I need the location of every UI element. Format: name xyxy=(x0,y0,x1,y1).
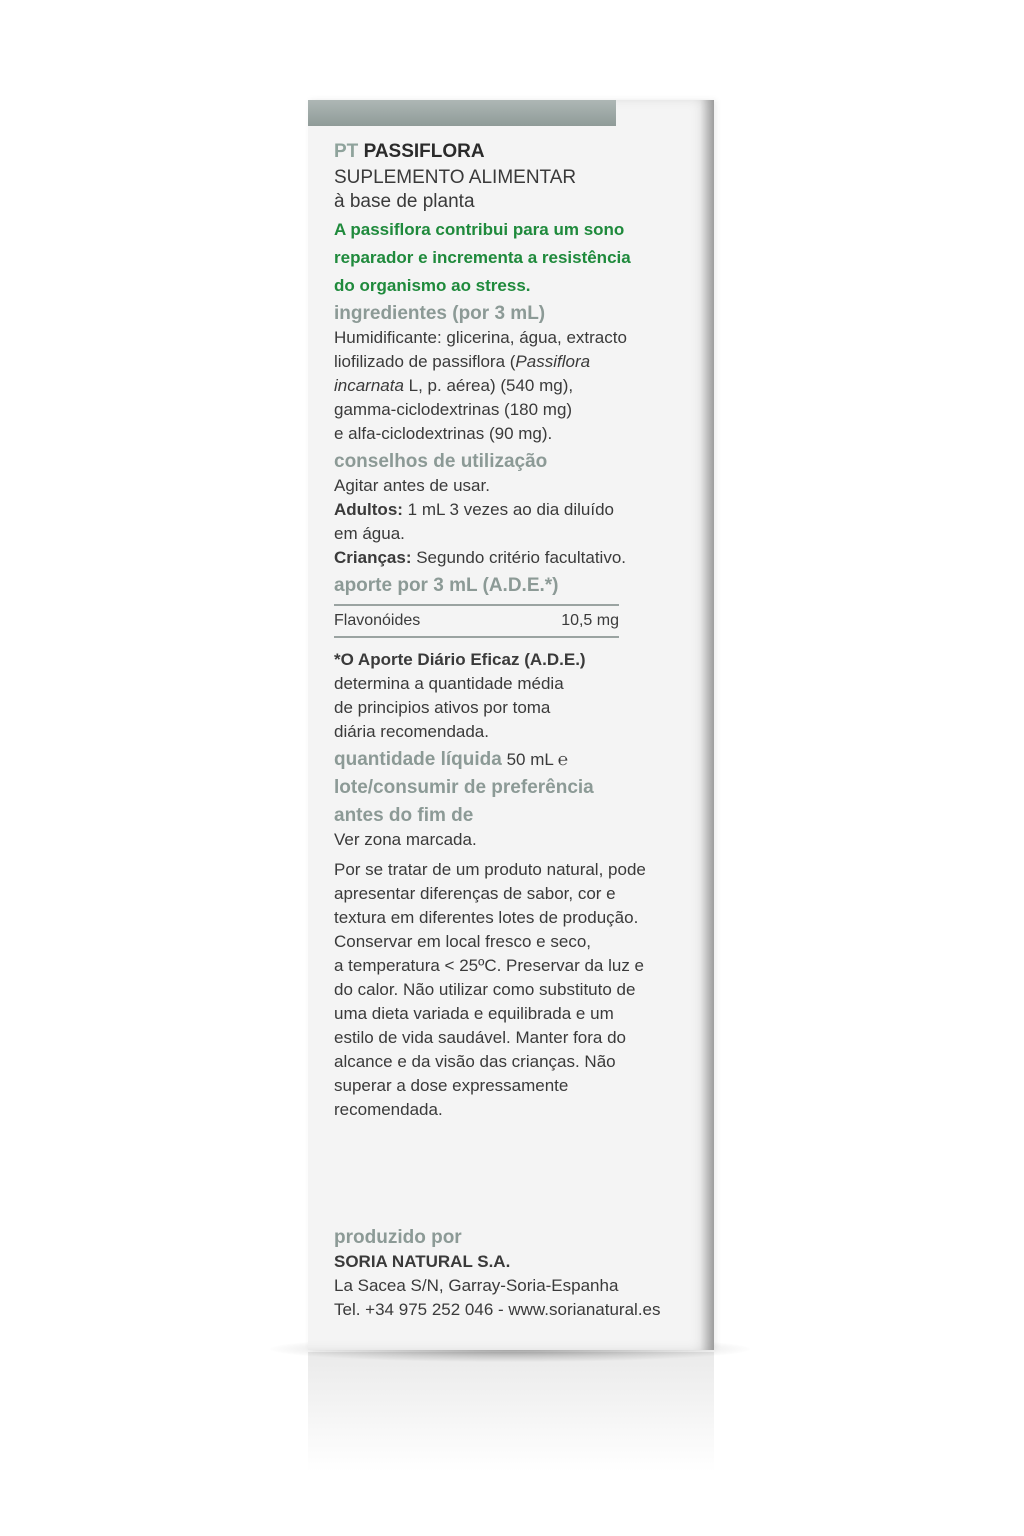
product-title xyxy=(334,140,694,164)
product-name: PASSIFLORA xyxy=(363,141,485,162)
warning-line-7: uma dieta variada e equilibrada e um xyxy=(334,1004,614,1023)
ade-note-heading: *O Aporte Diário Eficaz (A.D.E.) xyxy=(334,650,586,669)
ade-heading: aporte por 3 mL (A.D.E.*) xyxy=(334,575,559,596)
lot-heading-line-2: antes do fim de xyxy=(334,805,474,826)
warning-line-5: a temperatura < 25ºC. Preservar da luz e xyxy=(334,956,645,975)
warning-line-9: alcance e da visão das crianças. Não xyxy=(334,1052,616,1071)
usage-line-2: Adultos: 1 mL 3 vezes ao dia diluído xyxy=(334,500,614,519)
warning-line-10: superar a dose expressamente xyxy=(334,1076,569,1095)
quantity-line: quantidade líquida 50 mL ℮ xyxy=(334,749,569,770)
warning-line-3: textura em diferentes lotes de produção. xyxy=(334,908,639,927)
producer-company: SORIA NATURAL S.A. xyxy=(334,1252,511,1271)
warning-line-6: do calor. Não utilizar como substituto de xyxy=(334,980,636,999)
warning-line-11: recomendada. xyxy=(334,1100,443,1119)
claim-line-3: do organismo ao stress. xyxy=(334,276,531,295)
box-side-edge xyxy=(700,100,714,1350)
ade-note-line-1: determina a quantidade média xyxy=(334,674,564,693)
claim-line-1: A passiflora contribui para um sono xyxy=(334,220,625,239)
warning-line-1: Por se tratar de um produto natural, pode xyxy=(334,860,646,879)
language-code: PT xyxy=(334,141,359,162)
ingredients-line-1: Humidificante: glicerina, água, extracto xyxy=(334,328,627,347)
producer-contact: Tel. +34 975 252 046 - www.sorianatural.es xyxy=(334,1300,661,1319)
ingredients-line-4: gamma-ciclodextrinas (180 mg) xyxy=(334,400,573,419)
ingredients-line-3: incarnata L, p. aérea) (540 mg), xyxy=(334,376,574,395)
producer-heading: produzido por xyxy=(334,1227,462,1248)
ade-note-line-2: de principios ativos por toma xyxy=(334,698,551,717)
subtitle-line-1: SUPLEMENTO ALIMENTAR xyxy=(334,167,577,188)
usage-heading: conselhos de utilização xyxy=(334,451,548,472)
producer-block xyxy=(334,1222,704,1322)
quantity-value: 50 mL ℮ xyxy=(501,750,569,769)
warning-line-2: apresentar diferenças de sabor, cor e xyxy=(334,884,616,903)
usage-line-1: Agitar antes de usar. xyxy=(334,476,490,495)
ingredients-heading: ingredientes (por 3 mL) xyxy=(334,303,546,324)
box-top-band xyxy=(308,100,616,126)
nutrition-row xyxy=(334,604,619,638)
subtitle-line-2: à base de planta xyxy=(334,191,475,212)
lot-heading-line-1: lote/consumir de preferência xyxy=(334,777,594,798)
claim-line-2: reparador e incrementa a resistência xyxy=(334,248,631,267)
usage-line-4: Crianças: Segundo critério facultativo. xyxy=(334,548,626,567)
lot-text: Ver zona marcada. xyxy=(334,830,477,849)
warning-line-8: estilo de vida saudável. Manter fora do xyxy=(334,1028,627,1047)
label-panel xyxy=(334,140,694,1122)
ingredients-line-5: e alfa-ciclodextrinas (90 mg). xyxy=(334,424,553,443)
producer-address: La Sacea S/N, Garray-Soria-Espanha xyxy=(334,1276,619,1295)
usage-line-3: em água. xyxy=(334,524,405,543)
ingredients-line-2: liofilizado de passiflora (Passiflora xyxy=(334,352,591,371)
nutrient-value: 10,5 mg xyxy=(561,612,619,629)
nutrient-name: Flavonóides xyxy=(334,612,421,629)
ade-note-line-3: diária recomendada. xyxy=(334,722,489,741)
warning-line-4: Conservar em local fresco e seco, xyxy=(334,932,591,951)
box-reflection xyxy=(308,1352,714,1472)
